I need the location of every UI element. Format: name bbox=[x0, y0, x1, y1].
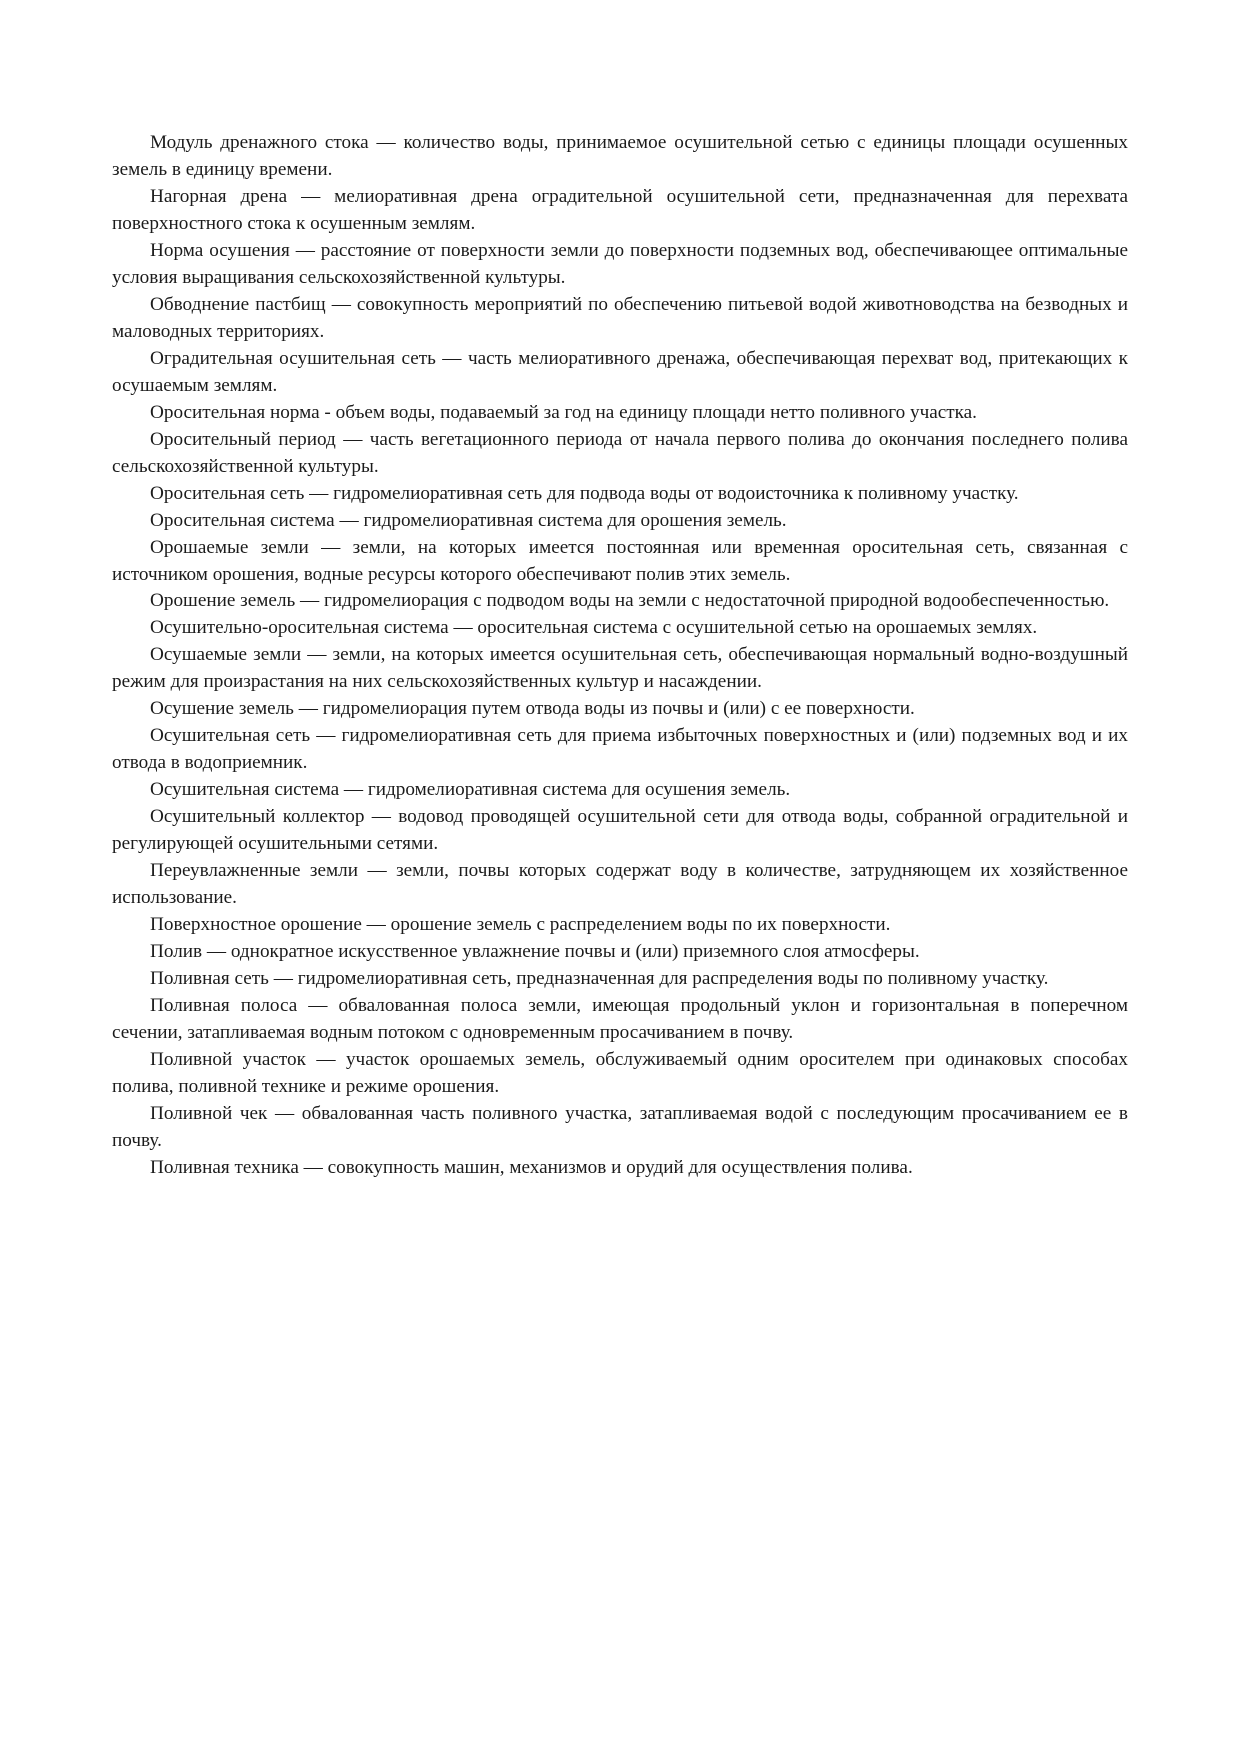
glossary-body bbox=[112, 130, 1128, 1182]
glossary-term-paragraph: Поливная полоса — обвалованная полоса земли, имеющая продольный уклон и горизонтальная в поперечном сечении, затапливаемая водным потоком с одновременным просачиванием в почву. bbox=[112, 995, 1128, 1043]
glossary-term-paragraph: Переувлажненные земли — земли, почвы которых содержат воду в количестве, затрудняющем их хозяйственное использование. bbox=[112, 860, 1128, 909]
glossary-term-paragraph: Поливная сеть — гидромелиоративная сеть, предназначенная для распределения воды по поливному участку. bbox=[150, 968, 1049, 990]
glossary-term-paragraph: Осушительная сеть — гидромелиоративная сеть для приема избыточных поверхностных и (или) подземных вод и их отвода в водоприемник. bbox=[112, 725, 1128, 774]
glossary-term-paragraph: Орошение земель — гидромелиорация с подводом воды на земли с недостаточной природной водообеспеченностью. bbox=[150, 590, 1110, 612]
glossary-term-paragraph: Осушительный коллектор — водовод проводящей осушительной сети для отвода воды, собранной оградительной и регулирующей осушительными сетями. bbox=[112, 806, 1128, 855]
glossary-term-paragraph: Обводнение пастбищ — совокупность мероприятий по обеспечению питьевой водой животноводства на безводных и маловодных территориях. bbox=[112, 293, 1128, 342]
glossary-term-paragraph: Норма осушения — расстояние от поверхности земли до поверхности подземных вод, обеспечивающее оптимальные условия выращивания сельскохозяйственной культуры. bbox=[112, 239, 1128, 288]
glossary-term-paragraph: Осушительно-оросительная система — оросительная система с осушительной сетью на орошаемых землях. bbox=[150, 617, 1038, 639]
glossary-term-paragraph: Оросительный период — часть вегетационного периода от начала первого полива до окончания последнего полива сельскохозяйственной культуры. bbox=[112, 428, 1128, 477]
glossary-term-paragraph: Нагорная дрена — мелиоративная дрена оградительной осушительной сети, предназначенная для перехвата поверхностного стока к осушенным землям. bbox=[112, 185, 1128, 234]
glossary-term-paragraph: Поливной участок — участок орошаемых земель, обслуживаемый одним оросителем при одинаковых способах полива, поливной технике и режиме орошения. bbox=[112, 1048, 1128, 1097]
glossary-term-paragraph: Поливная техника — совокупность машин, механизмов и орудий для осуществления полива. bbox=[150, 1156, 913, 1178]
glossary-term-paragraph: Осушаемые земли — земли, на которых имеется осушительная сеть, обеспечивающая нормальный водно-воздушный режим для произрастания на них сельскохозяйственных культур и насаждении. bbox=[112, 644, 1128, 693]
glossary-term-paragraph: Поливной чек — обвалованная часть поливного участка, затапливаемая водой с последующим просачиванием ее в почву. bbox=[112, 1102, 1128, 1151]
glossary-term-paragraph: Оросительная сеть — гидромелиоративная сеть для подвода воды от водоисточника к поливному участку. bbox=[150, 482, 1019, 504]
glossary-term-paragraph: Осушительная система — гидромелиоративная система для осушения земель. bbox=[150, 779, 791, 801]
glossary-term-paragraph: Поверхностное орошение — орошение земель с распределением воды по их поверхности. bbox=[150, 914, 891, 936]
glossary-term-paragraph: Орошаемые земли — земли, на которых имеется постоянная или временная оросительная сеть, связанная с источником орошения, водные ресурсы которого обеспечивают полив этих земель. bbox=[112, 536, 1128, 585]
glossary-term-paragraph: Оросительная норма - объем воды, подаваемый за год на единицу площади нетто поливного участка. bbox=[150, 401, 977, 423]
glossary-term-paragraph: Полив — однократное искусственное увлажнение почвы и (или) приземного слоя атмосферы. bbox=[150, 941, 920, 963]
glossary-term-paragraph: Оросительная система — гидромелиоративная система для орошения земель. bbox=[150, 509, 787, 531]
glossary-term-paragraph: Осушение земель — гидромелиорация путем отвода воды из почвы и (или) с ее поверхности. bbox=[150, 698, 915, 720]
glossary-term-paragraph: Модуль дренажного стока — количество воды, принимаемое осушительной сетью с единицы площади осушенных земель в единицу времени. bbox=[112, 132, 1128, 180]
glossary-term-paragraph: Оградительная осушительная сеть — часть мелиоративного дренажа, обеспечивающая перехват вод, притекающих к осушаемым землям. bbox=[112, 347, 1128, 396]
